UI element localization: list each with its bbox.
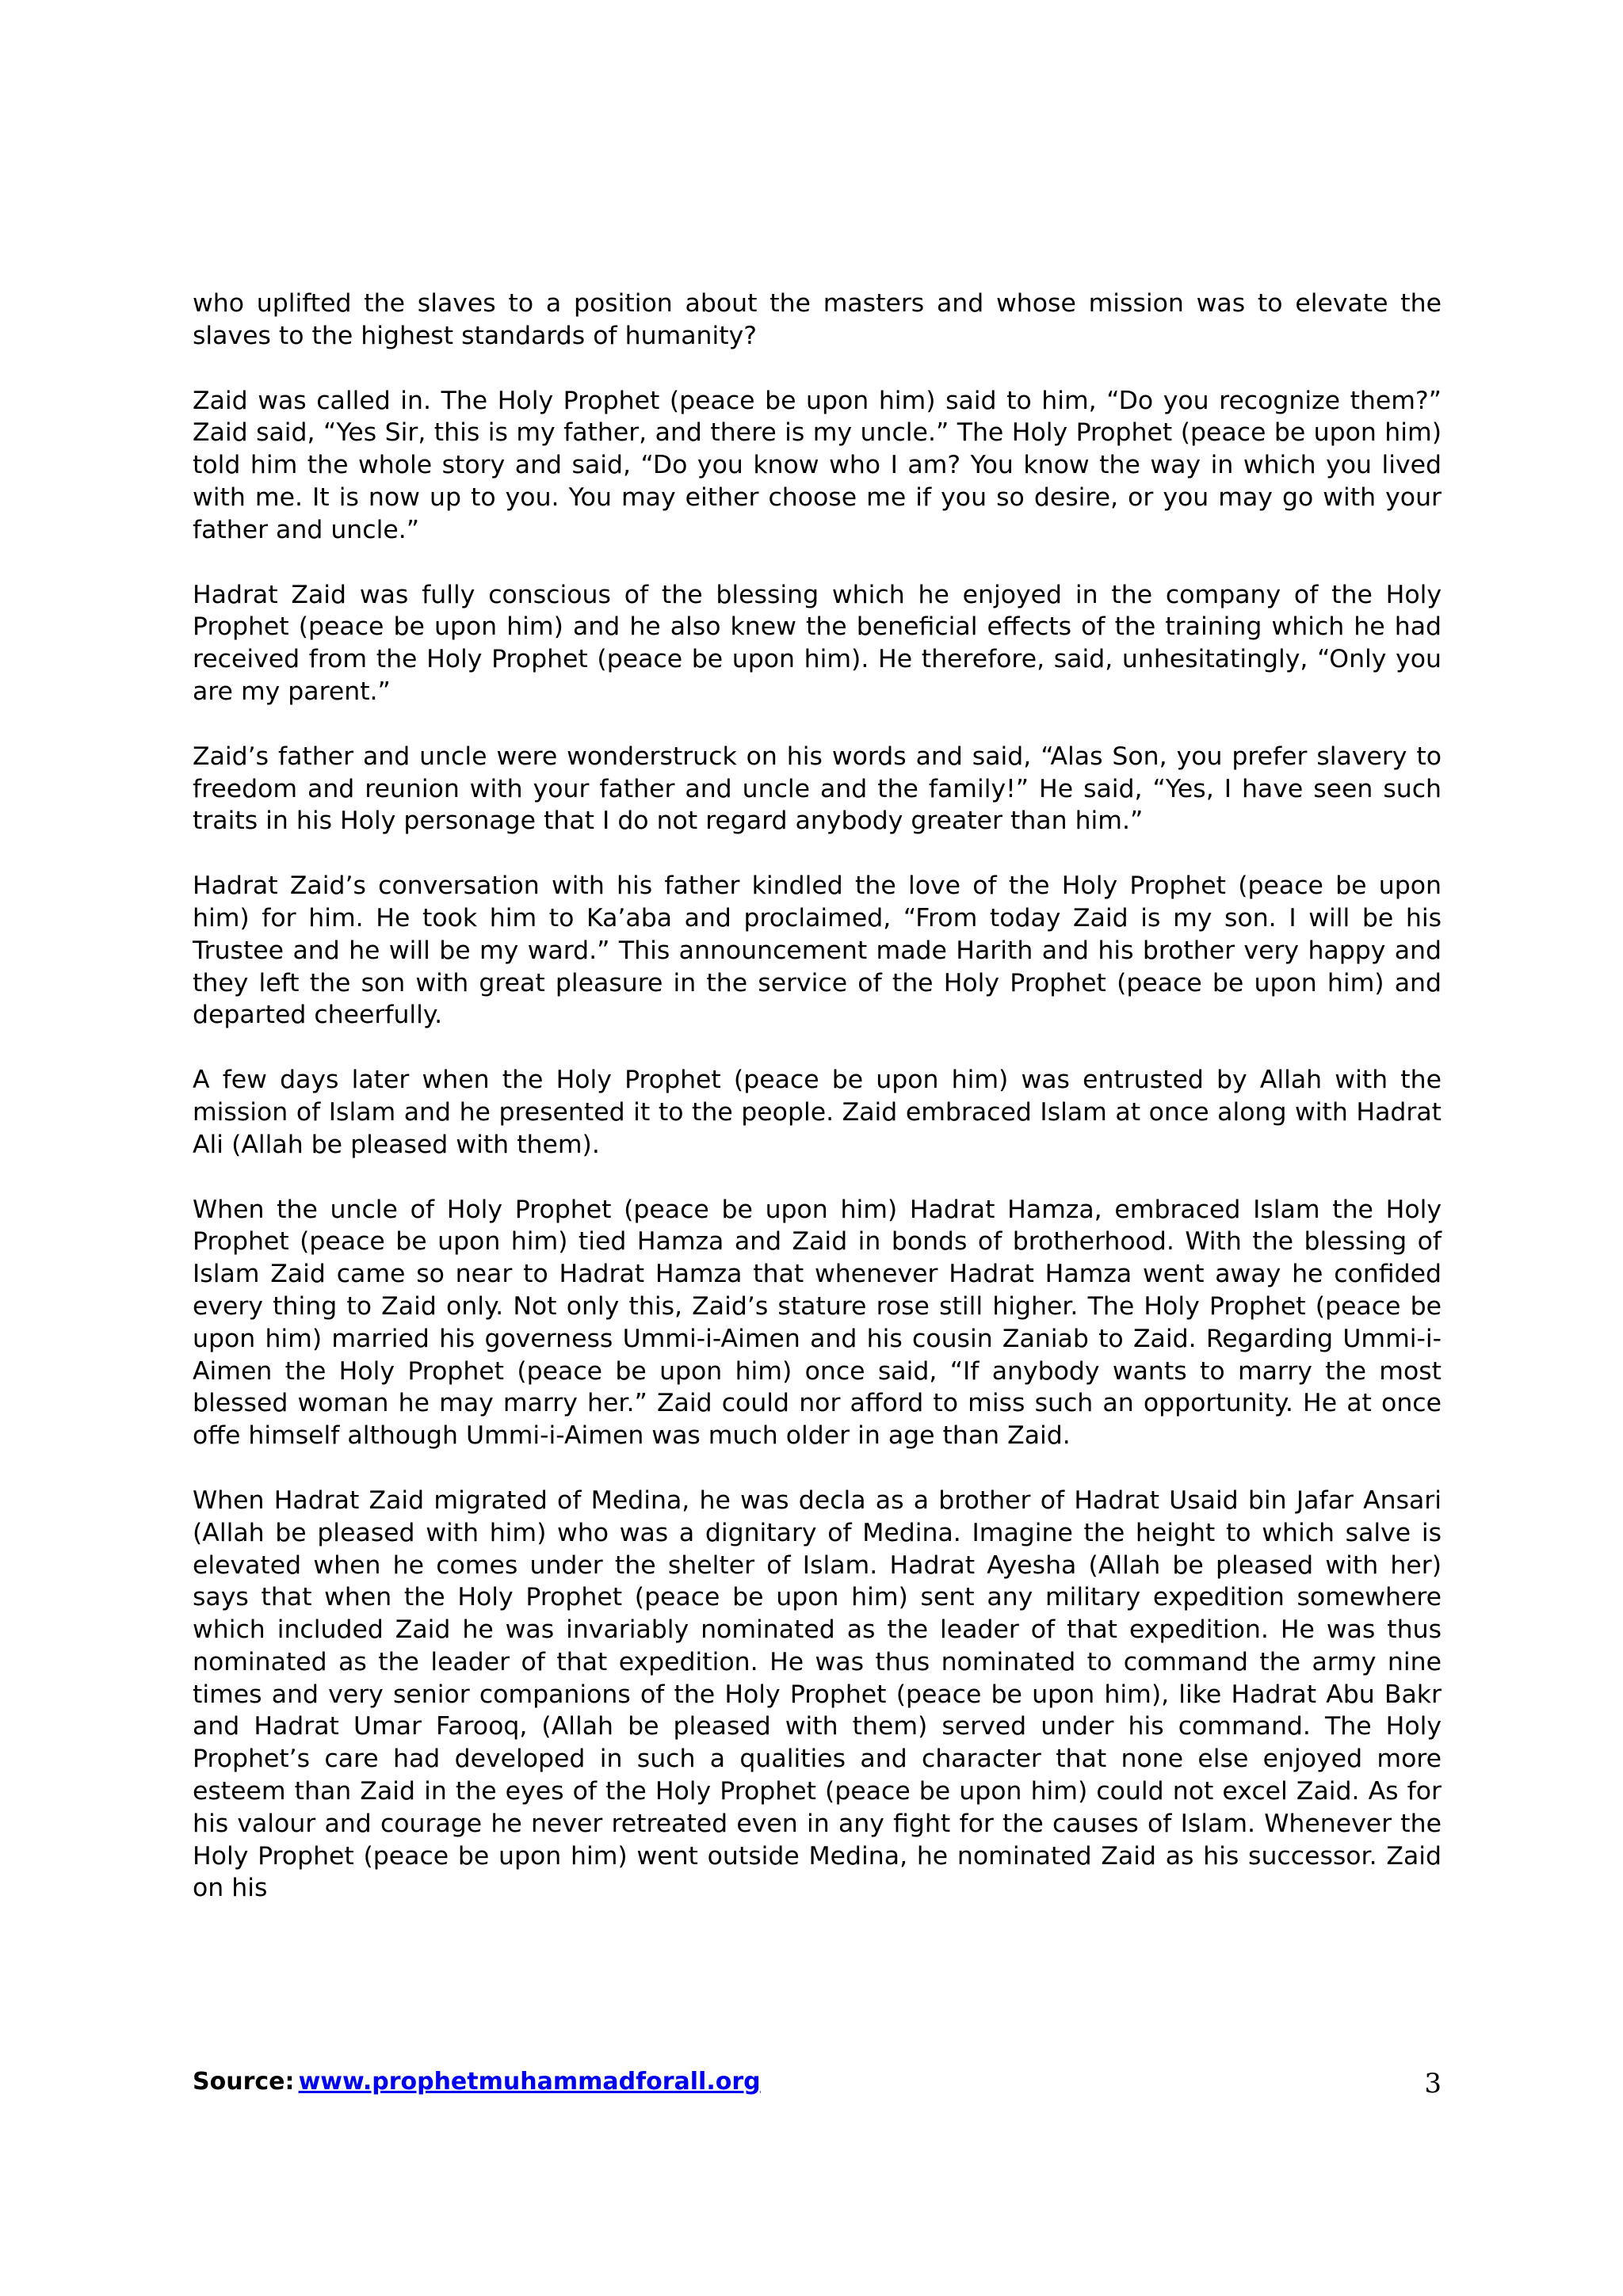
page-footer	[193, 2068, 1442, 2107]
source-label: Source:	[193, 2068, 295, 2096]
paragraph-4: Zaid’s father and uncle were wonderstruck on his words and said, “Alas Son, you prefer slavery to freedom and reunion with your father and uncle and the family!” He said, “Yes, I have seen such traits in his Holy personage that I do not regard anybody greater than him.”	[193, 742, 1442, 836]
paragraph-3: Hadrat Zaid was fully conscious of the blessing which he enjoyed in the company of the Holy Prophet (peace be upon him) and he also knew the beneficial effects of the training which he had received from the Holy Prophet (peace be upon him). He therefore, said, unhesitatingly, “Only you are my parent.”	[193, 580, 1442, 706]
paragraph-6: A few days later when the Holy Prophet (peace be upon him) was entrusted by Allah with the mission of Islam and he presented it to the people. Zaid embraced Islam at once along with Hadrat Ali (Allah be pleased with them).	[193, 1066, 1442, 1159]
paragraph-8: When Hadrat Zaid migrated of Medina, he was decla as a brother of Hadrat Usaid bin Jafar Ansari (Allah be pleased with him) who was a dignitary of Medina. Imagine the height to which salve is elevated when he comes under the shelter of Islam. Hadrat Ayesha (Allah be pleased with her) says that when the Holy Prophet (peace be upon him) sent any military expedition somewhere which included Zaid he was invariably nominated as the leader of that expedition. He was thus nominated as the leader of that expedition. He was thus nominated to command the army nine times and very senior companions of the Holy Prophet (peace be upon him), like Hadrat Abu Bakr and Hadrat Umar Farooq, (Allah be pleased with them) served under his command. The Holy Prophet’s care had developed in such a qualities and character that none else enjoyed more esteem than Zaid in the eyes of the Holy Prophet (peace be upon him) could not excel Zaid. As for his valour and courage he never retreated even in any fight for the causes of Islam. Whenever the Holy Prophet (peace be upon him) went outside Medina, he nominated Zaid as his successor. Zaid on his	[193, 1486, 1442, 1903]
paragraph-7: When the uncle of Holy Prophet (peace be upon him) Hadrat Hamza, embraced Islam the Holy Prophet (peace be upon him) tied Hamza and Zaid in bonds of brotherhood. With the blessing of Islam Zaid came so near to Hadrat Hamza that whenever Hadrat Hamza went away he confided every thing to Zaid only. Not only this, Zaid’s stature rose still higher. The Holy Prophet (peace be upon him) married his governess Ummi-i-Aimen and his cousin Zaniab to Zaid. Regarding Ummi-i-Aimen the Holy Prophet (peace be upon him) once said, “If anybody wants to marry the most blessed woman he may marry her.” Zaid could nor afford to miss such an opportunity. He at once offe himself although Ummi-i-Aimen was much older in age than Zaid.	[193, 1195, 1442, 1451]
paragraph-2: Zaid was called in. The Holy Prophet (peace be upon him) said to him, “Do you recognize them?” Zaid said, “Yes Sir, this is my father, and there is my uncle.” The Holy Prophet (peace be upon him) told him the whole story and said, “Do you know who I am? You know the way in which you lived with me. It is now up to you. You may either choose me if you so desire, or you may go with your father and uncle.”	[193, 386, 1442, 544]
source-link[interactable]: www.prophetmuhammadforall.org	[298, 2068, 761, 2096]
paragraph-5: Hadrat Zaid’s conversation with his father kindled the love of the Holy Prophet (peace be upon him) for him. He took him to Ka’aba and proclaimed, “From today Zaid is my son. I will be his Trustee and he will be my ward.” This announcement made Harith and his brother very happy and they left the son with great pleasure in the service of the Holy Prophet (peace be upon him) and departed cheerfully.	[193, 871, 1442, 1030]
paragraph-1: who uplifted the slaves to a position about the masters and whose mission was to elevate the slaves to the highest standards of humanity?	[193, 289, 1442, 350]
page-number: 3	[1424, 2068, 1442, 2100]
document-body	[193, 288, 1442, 1937]
